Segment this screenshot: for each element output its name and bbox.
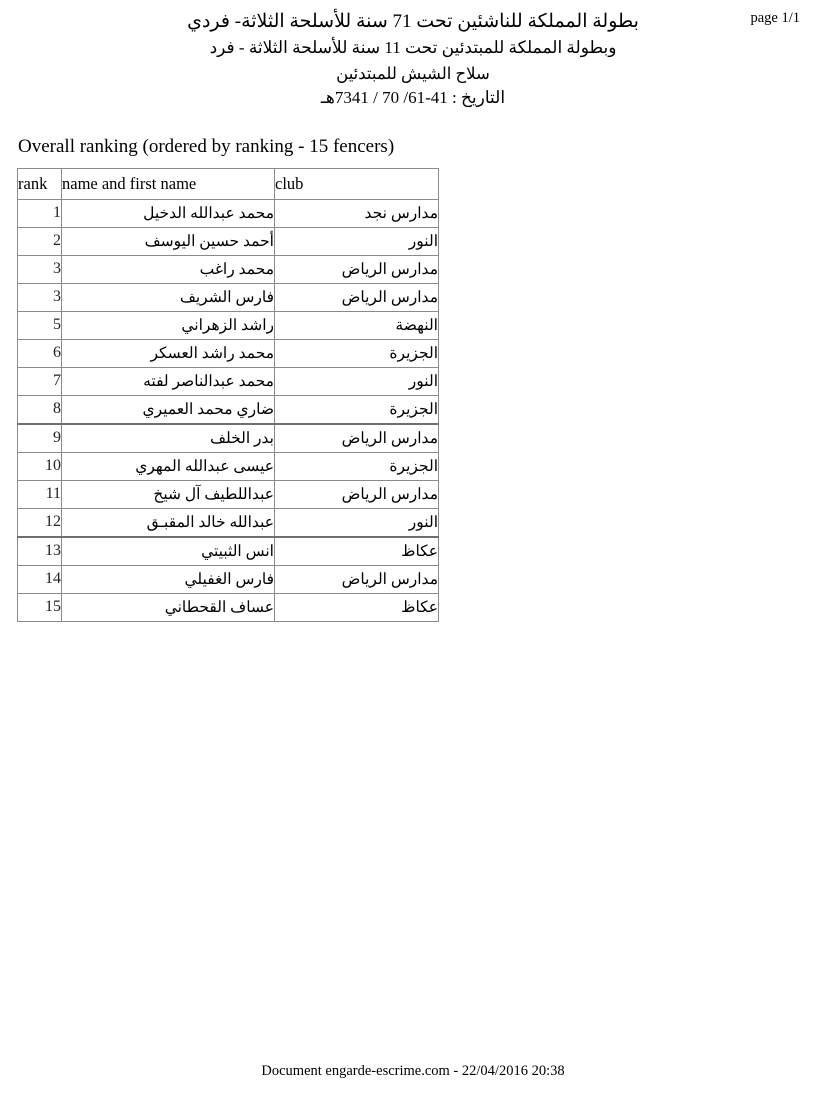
cell-rank: 11 [18,480,62,508]
cell-name: راشد الزهراني [62,311,275,339]
cell-rank: 3 [18,255,62,283]
header-date-line: التاريخ : 14-16/ 07 / 1437هـ [320,88,506,108]
cell-club: عكاظ [275,593,439,621]
table-row [18,480,439,508]
table-row [18,367,439,395]
header-weapon-line: سلاح الشيش للمبتدئين [336,63,490,83]
cell-rank: 2 [18,227,62,255]
cell-name: محمد راغب [62,255,275,283]
cell-club: الجزيرة [275,452,439,480]
header-title-line-2: وبطولة المملكة للمبتدئين تحت 11 سنة للأسلحة الثلاثة - فرد [209,38,617,58]
cell-club: النهضة [275,311,439,339]
cell-club: مدارس الرياض [275,255,439,283]
document-footer: Document engarde-escrime.com - 22/04/2016 20:38 [261,1063,565,1079]
cell-club: عكاظ [275,537,439,566]
cell-name: أحمد حسين اليوسف [62,227,275,255]
cell-club: مدارس الرياض [275,565,439,593]
table-row [18,311,439,339]
cell-rank: 8 [18,395,62,424]
cell-rank: 14 [18,565,62,593]
cell-club: مدارس نجد [275,199,439,227]
table-row [18,508,439,537]
table-row [18,339,439,367]
overall-ranking-table [17,168,439,622]
cell-rank: 5 [18,311,62,339]
section-title: Overall ranking (ordered by ranking - 15 fencers) [18,135,395,157]
table-body [18,199,439,621]
table-row [18,395,439,424]
table-row [18,565,439,593]
table-row [18,255,439,283]
table-row [18,537,439,566]
cell-club: مدارس الرياض [275,283,439,311]
cell-name: عبداللطيف آل شيخ [62,480,275,508]
cell-club: مدارس الرياض [275,480,439,508]
table-row [18,227,439,255]
cell-name: ضاري محمد العميري [62,395,275,424]
cell-name: محمد عبدالناصر لفته [62,367,275,395]
cell-rank: 6 [18,339,62,367]
cell-club: النور [275,508,439,537]
document-header [0,0,826,110]
cell-name: بدر الخلف [62,424,275,453]
cell-club: الجزيرة [275,339,439,367]
cell-name: عبدالله خالد المقبـق [62,508,275,537]
column-header-rank: rank [18,168,62,199]
table-row [18,283,439,311]
column-header-club: club [275,168,439,199]
cell-name: محمد راشد العسكر [62,339,275,367]
cell-rank: 7 [18,367,62,395]
cell-rank: 1 [18,199,62,227]
table-row [18,199,439,227]
table-header-row [18,168,439,199]
column-header-name: name and first name [62,168,275,199]
table-row [18,593,439,621]
cell-rank: 12 [18,508,62,537]
cell-rank: 15 [18,593,62,621]
header-title-line-1: بطولة المملكة للناشئين تحت 17 سنة للأسلحة الثلاثة- فردي [187,11,639,32]
cell-club: الجزيرة [275,395,439,424]
table-row [18,424,439,453]
cell-name: فارس الشريف [62,283,275,311]
cell-rank: 9 [18,424,62,453]
cell-club: النور [275,367,439,395]
cell-name: فارس الغفيلي [62,565,275,593]
cell-club: مدارس الرياض [275,424,439,453]
cell-club: النور [275,227,439,255]
cell-rank: 13 [18,537,62,566]
cell-rank: 10 [18,452,62,480]
cell-name: عساف القحطاني [62,593,275,621]
page-number: page 1/1 [750,10,800,26]
cell-rank: 3 [18,283,62,311]
cell-name: محمد عبدالله الدخيل [62,199,275,227]
table-row [18,452,439,480]
cell-name: عيسى عبدالله المهري [62,452,275,480]
cell-name: انس الثبيتي [62,537,275,566]
